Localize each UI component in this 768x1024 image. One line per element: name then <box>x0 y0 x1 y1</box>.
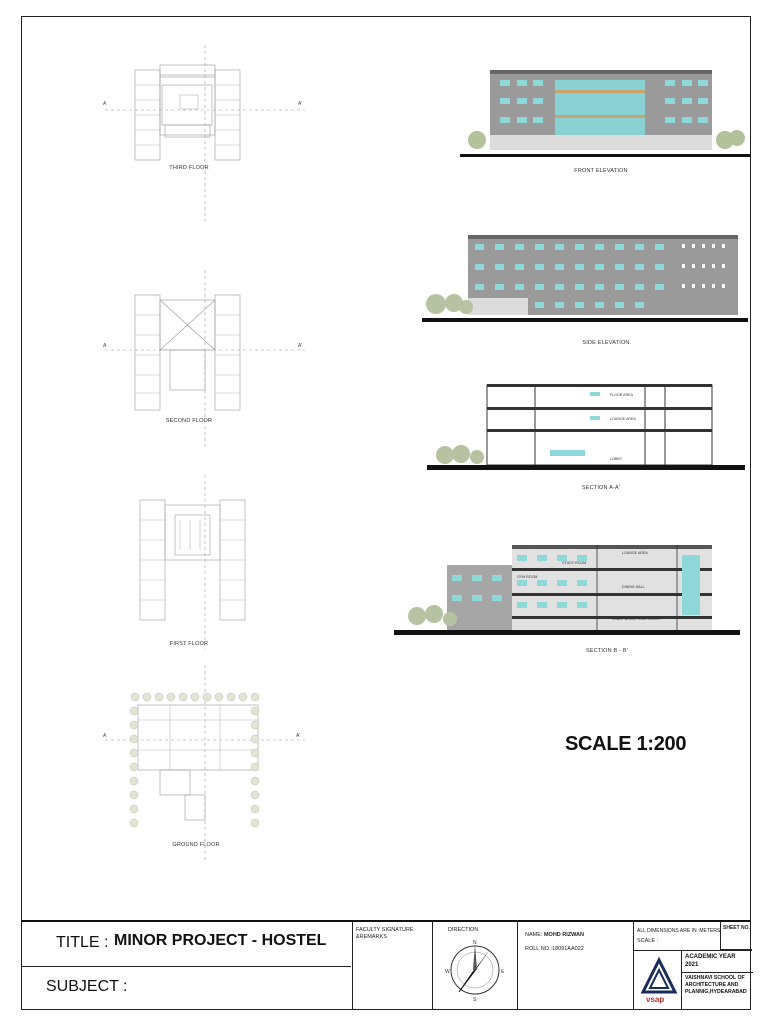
drawing-scale: SCALE 1:200 <box>565 733 687 755</box>
svg-text:A': A' <box>298 101 303 107</box>
svg-text:LOUNGE AREA: LOUNGE AREA <box>622 551 648 555</box>
svg-text:E: E <box>501 969 505 975</box>
svg-text:A': A' <box>298 343 303 349</box>
dimensions-note: ALL DIMENSIONS ARE IN :METERS <box>637 928 721 934</box>
side-elevation-drawing <box>420 230 750 330</box>
front-elevation-label: FRONT ELEVATION <box>574 168 628 174</box>
section-aa-label: SECTION A-A' <box>581 485 621 491</box>
sheet-number-label: SHEET NO. <box>723 925 750 931</box>
svg-text:GYM ROOM: GYM ROOM <box>517 575 538 579</box>
section-bb-label: SECTION B - B' <box>585 648 629 654</box>
section-bb-drawing <box>392 540 742 640</box>
svg-text:A': A' <box>296 733 301 739</box>
academic-year-value: 2021 <box>685 962 699 968</box>
project-title: MINOR PROJECT - HOSTEL <box>114 932 327 949</box>
first-floor-plan <box>100 470 320 655</box>
svg-text:LOUNGE AREA: LOUNGE AREA <box>610 417 636 421</box>
title-label: TITLE : <box>56 934 109 951</box>
third-floor-plan <box>100 40 320 230</box>
faculty-signature-label: FACULTY SIGNATURE &REMARKS <box>356 927 414 940</box>
svg-text:DINING HALL: DINING HALL <box>622 585 645 589</box>
title-block <box>21 920 751 1010</box>
student-name: MOHD RIZWAN <box>543 932 584 938</box>
direction-label: DIRECTION <box>448 927 479 933</box>
roll-label: ROLL NO.: <box>525 946 552 952</box>
svg-text:FLOOR AREA: FLOOR AREA <box>610 393 633 397</box>
school-name: VAISHNAVI SCHOOL OF ARCHITECTURE AND PLANNIG,HYDEARABAD <box>685 975 747 995</box>
svg-text:W: W <box>445 969 450 975</box>
svg-text:vsap: vsap <box>646 995 665 1004</box>
svg-text:A: A <box>103 101 107 107</box>
svg-text:A: A <box>103 733 107 739</box>
svg-text:A: A <box>103 343 107 349</box>
svg-text:LOBBY AREA, FOOD COURT: LOBBY AREA, FOOD COURT <box>612 617 661 621</box>
scale-label: SCALE : <box>637 938 659 944</box>
school-logo-icon <box>639 956 679 1006</box>
second-floor-plan <box>100 265 320 455</box>
title-divider <box>21 966 351 967</box>
name-label: NAME: <box>525 932 543 938</box>
svg-text:LOBBY: LOBBY <box>610 457 622 461</box>
front-elevation-drawing <box>455 60 755 160</box>
ground-floor-plan <box>100 665 320 865</box>
svg-text:S: S <box>473 997 477 1003</box>
svg-text:N: N <box>473 940 477 946</box>
compass-icon <box>443 938 508 1003</box>
second-floor-label: SECOND FLOOR <box>165 418 213 424</box>
academic-year-label: ACADEMIC YEAR <box>685 954 736 960</box>
section-aa-drawing <box>425 380 750 475</box>
svg-text:STUDY ROOM: STUDY ROOM <box>562 561 587 565</box>
third-floor-label: THIRD FLOOR <box>169 165 209 171</box>
roll-number: 18091AA022 <box>552 946 584 952</box>
side-elevation-label: SIDE ELEVATION <box>582 340 630 346</box>
ground-floor-label: GROUND FLOOR <box>172 842 220 848</box>
subject-label: SUBJECT : <box>46 978 128 995</box>
first-floor-label: FIRST FLOOR <box>169 641 209 647</box>
